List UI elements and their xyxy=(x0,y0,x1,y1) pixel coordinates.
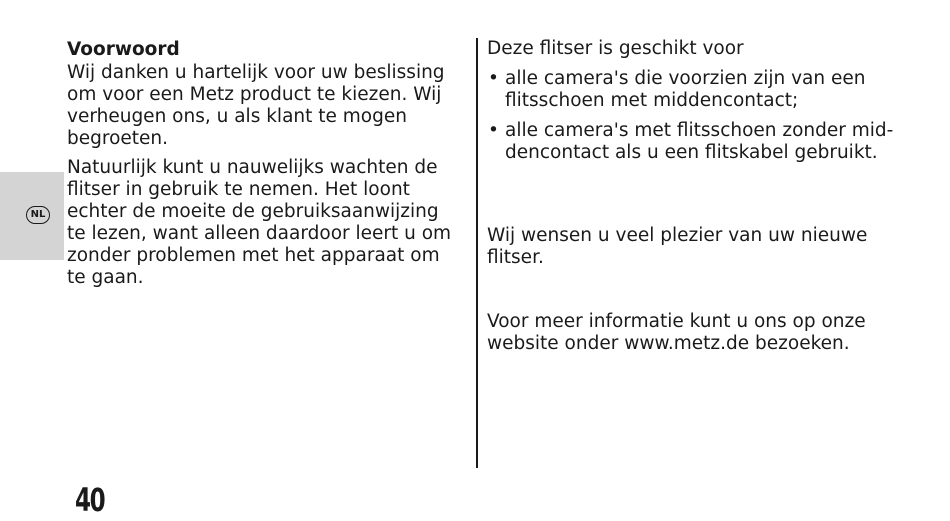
column-divider xyxy=(476,38,478,468)
page-number: 40 xyxy=(75,481,105,519)
language-badge: NL xyxy=(26,206,50,224)
list-item: • alle camera's die voorzien zijn van een flitsschoen met middencontact; xyxy=(487,68,897,112)
paragraph-manual: Natuurlijk kunt u nauwelijks wachten de flitser in gebruik te nemen. Het loont echter de moeite de gebruiksaanwijzing te lezen, want alleen daardoor leert u om zonder problemen met het apparaat om te gaan. xyxy=(67,157,452,288)
wish-text: Wij wensen u veel plezier van uw nieuwe flitser. xyxy=(487,225,868,268)
right-column xyxy=(487,38,897,355)
paragraph-thanks: Wij danken u hartelijk voor uw beslissing om voor een Metz product te kiezen. Wij verheugen ons, u als klant te mogen begroeten. xyxy=(67,62,445,149)
list-item: • alle camera's met flitsschoen zonder middencontact als u een flitskabel gebruikt. xyxy=(487,120,897,164)
left-column xyxy=(67,38,462,289)
compatibility-intro: Deze flitser is geschikt voor xyxy=(487,38,744,59)
compatibility-list xyxy=(487,68,897,164)
section-heading: Voorwoord xyxy=(67,39,180,60)
more-info-text: Voor meer informatie kunt u ons op onze website onder www.metz.de bezoeken. xyxy=(487,311,866,354)
